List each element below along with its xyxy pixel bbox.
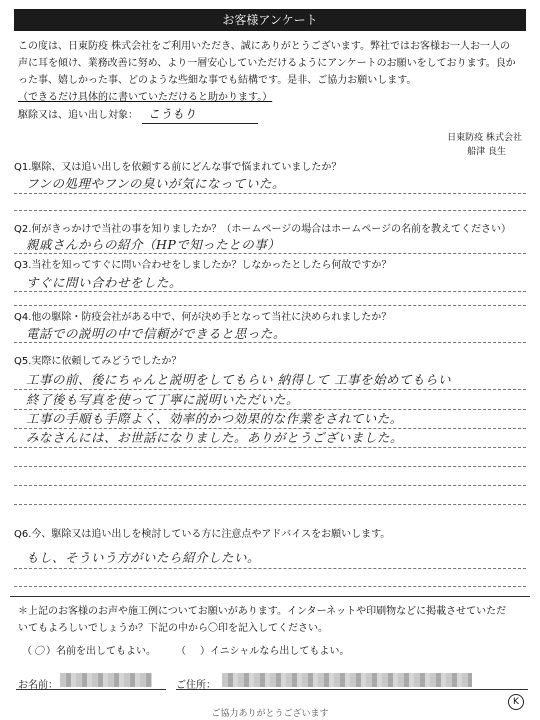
option-label: 名前を出してもよい。 bbox=[56, 646, 156, 657]
divider bbox=[14, 504, 526, 505]
consent-line: ＊上記のお客様のお声や施工例についてお願いがあります。インターネットや印刷物などに掲載させていただ bbox=[18, 606, 507, 617]
name-underline bbox=[16, 689, 166, 690]
divider bbox=[14, 568, 526, 569]
intro-line: この度は、日東防疫 株式会社をご利用いただき、誠にありがとうございます。弊社ではお客様お一人お一人の bbox=[18, 41, 510, 52]
question-label: Q3.当社を知ってすぐに問い合わせをしましたか？しなかったとしたら何故ですか？ bbox=[14, 260, 392, 271]
answer-text: 親戚さんからの紹介（HPで知ったとの事） bbox=[26, 237, 281, 252]
address-label: ご住所： bbox=[176, 680, 216, 691]
footer-text: ご協力ありがとうございます bbox=[211, 709, 329, 719]
answer-text: 工事の前、後にちゃんと説明をしてもらい 納得して 工事を始めてもらい bbox=[26, 372, 451, 387]
divider bbox=[14, 253, 526, 254]
divider bbox=[14, 193, 526, 194]
target-value: こうもり bbox=[142, 106, 258, 124]
name-label: お名前： bbox=[18, 680, 58, 691]
question-label: Q1.駆除、又は追い出しを依頼する前にどんな事で悩まれていましたか？ bbox=[14, 162, 342, 173]
question-label: Q5.実際に依頼してみどうでしたか？ bbox=[14, 356, 182, 367]
answer-text: 工事の手順も手際よく、効率的かつ効果的な作業をされていた。 bbox=[26, 411, 403, 426]
answer-text: もし、そういう方がいたら紹介したい。 bbox=[26, 550, 261, 565]
divider bbox=[14, 466, 526, 467]
signature-company: 日東防疫 株式会社 bbox=[447, 133, 522, 143]
option-label: イニシャルなら出してもよい。 bbox=[210, 646, 350, 657]
divider bbox=[14, 485, 526, 486]
consent-note bbox=[18, 603, 524, 637]
address-underline bbox=[176, 689, 528, 690]
target-label: 駆除又は、追い出し対象： bbox=[18, 110, 138, 121]
target-row bbox=[18, 106, 524, 124]
question-label: Q6.今、駆除又は追い出しを検討している方に注意点やアドバイスをお願いします。 bbox=[14, 529, 391, 540]
answer-text: すぐに問い合わせをした。 bbox=[26, 275, 183, 290]
option-initial-ok[interactable]: （ ）イニシャルなら出してもよい。 bbox=[176, 646, 350, 657]
divider bbox=[14, 586, 526, 587]
divider bbox=[14, 305, 526, 306]
option-mark: 〇 bbox=[34, 646, 44, 657]
divider bbox=[14, 447, 526, 448]
name-redacted bbox=[60, 673, 152, 687]
intro-line: った事、嬉しかった事、どのような些細な事でも結構です。是非、ご協力お願いします。 bbox=[18, 75, 417, 86]
signature-person: 船津 良生 bbox=[467, 147, 506, 157]
divider bbox=[14, 291, 526, 292]
divider bbox=[14, 342, 526, 343]
answer-text: 電話での説明の中で信頼ができると思った。 bbox=[26, 326, 287, 341]
intro-text bbox=[18, 38, 524, 124]
option-name-ok[interactable]: （ 〇 ）名前を出してもよい。 bbox=[22, 642, 156, 657]
page-title: お客様アンケート bbox=[14, 9, 526, 31]
intro-line: 声に耳を傾け、業務改善に努め、より一層安心していただけるようにアンケートのお願いをしております。良か bbox=[18, 58, 516, 69]
question-label: Q4.他の駆除・防疫会社がある中で、何が決め手となって当社に決められましたか？ bbox=[14, 312, 392, 323]
section-divider bbox=[10, 596, 530, 597]
consent-line: いてもよろしいでしょうか？下記の中から〇印を記入してください。 bbox=[18, 623, 328, 634]
intro-line: （できるだけ具体的に書いていただけると助かります。） bbox=[18, 92, 273, 103]
answer-text: 終了後も写真を使って丁寧に説明いただいた。 bbox=[26, 392, 300, 407]
k-mark: K bbox=[508, 694, 524, 710]
question-label: Q2.何がきっかけで当社の事を知りましたか？（ホームページの場合はホームページの名前を教えてください） bbox=[14, 224, 512, 235]
answer-text: フンの処理やフンの臭いが気になっていた。 bbox=[26, 176, 286, 191]
divider bbox=[14, 210, 526, 211]
address-redacted bbox=[222, 673, 472, 687]
answer-text: みなさんには、お世話になりました。ありがとうございました。 bbox=[26, 430, 404, 445]
